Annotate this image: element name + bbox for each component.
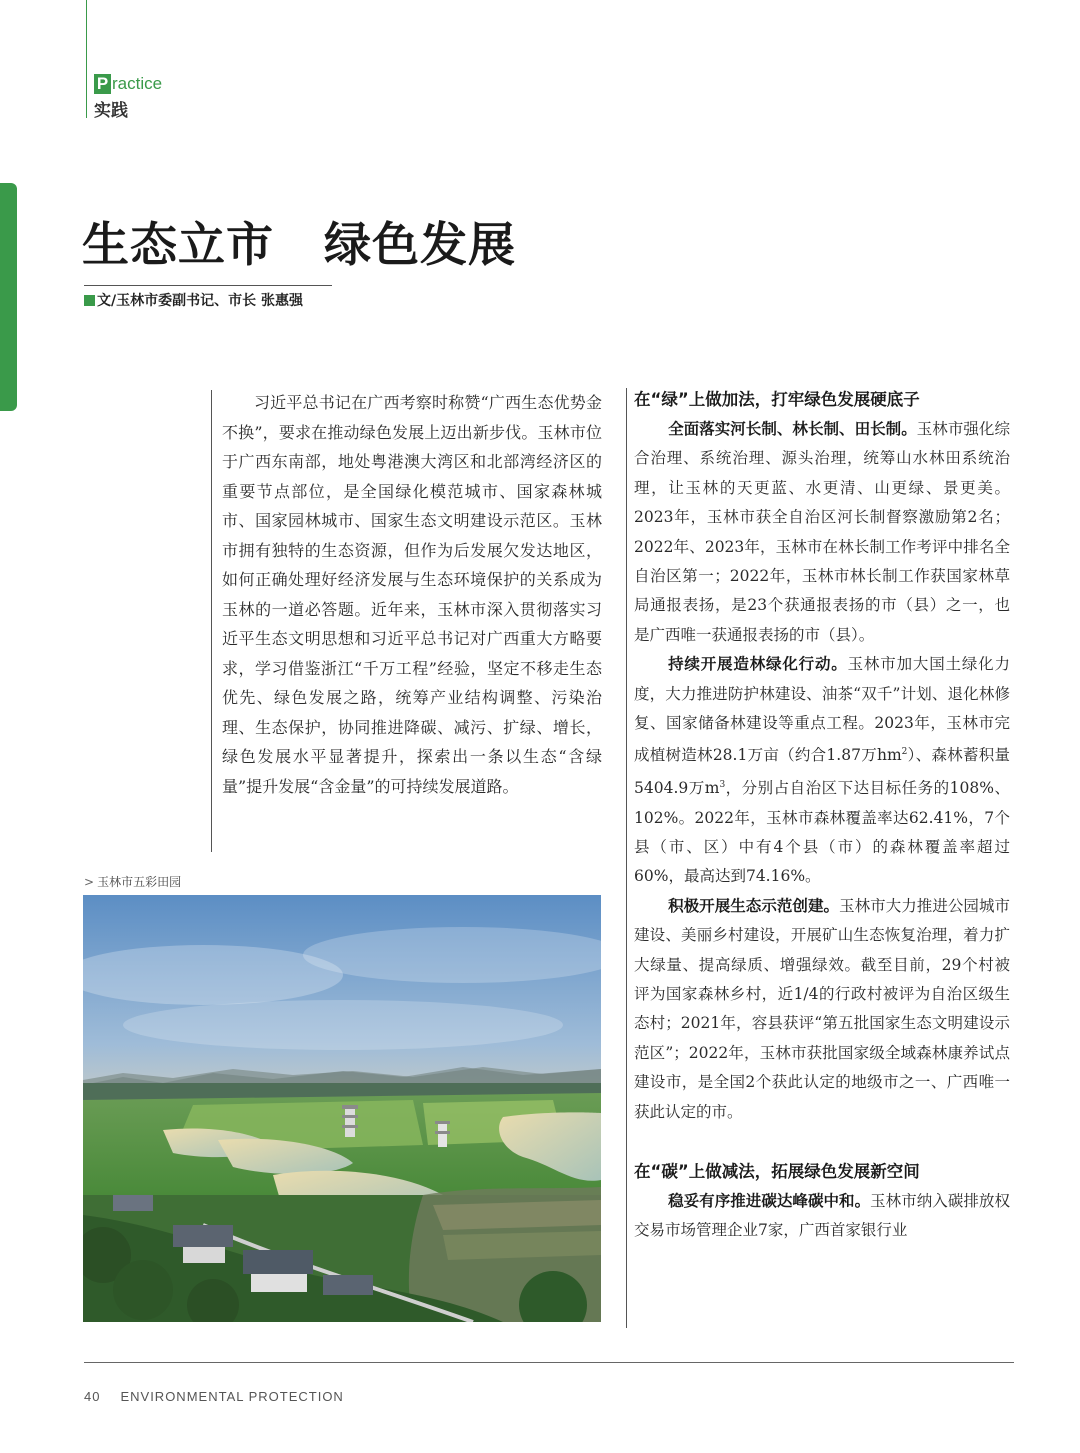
paragraph-carbon-peak bbox=[634, 1187, 1010, 1246]
section-tag bbox=[94, 74, 162, 121]
title-part-1: 生态立市 bbox=[82, 218, 274, 273]
article-title bbox=[82, 208, 516, 275]
magazine-name: ENVIRONMENTAL PROTECTION bbox=[120, 1389, 344, 1404]
title-underline bbox=[84, 285, 332, 286]
section-label-zh: 实践 bbox=[94, 101, 128, 121]
header-vertical-rule bbox=[86, 0, 87, 118]
title-part-2: 绿色发展 bbox=[324, 218, 516, 273]
side-accent-bar bbox=[0, 183, 17, 411]
section-initial-box: P bbox=[94, 74, 111, 94]
byline-square-icon bbox=[84, 295, 95, 306]
paragraph-eco-demonstration bbox=[634, 892, 1010, 1127]
section-label-en bbox=[94, 74, 162, 94]
photo-caption bbox=[84, 873, 181, 890]
byline-text: 文/玉林市委副书记、市长 张惠强 bbox=[97, 293, 303, 309]
lead-paragraph: 习近平总书记在广西考察时称赞“广西生态优势金不换”，要求在推动绿色发展上迈出新步伐。玉林市位于广西东南部，地处粤港澳大湾区和北部湾经济区的重要节点部位，是全国绿化模范城市、国家森林城市、国家园林城市、国家生态文明建设示范区。玉林市拥有独特的生态资源，但作为后发展欠发达地区，如何正确处理好经济发展与生态环境保护的关系成为玉林的一道必答题。近年来，玉林市深入贯彻落实习近平生态文明思想和习近平总书记对广西重大方略要求，学习借鉴浙江“千万工程”经验，坚定不移走生态优先、绿色发展之路，统筹产业结构调整、污染治理、生态保护，协同推进降碳、减污、扩绿、增长，绿色发展水平显著提升，探索出一条以生态“含绿量”提升发展“含金量”的可持续发展道路。 bbox=[222, 393, 602, 796]
photo-caption-text: 玉林市五彩田园 bbox=[97, 875, 182, 889]
paragraph-1-body: 玉林市强化综合治理、系统治理、源头治理，统筹山水林田系统治理，让玉林的天更蓝、水更清、山更绿、景更美。2023年，玉林市获全自治区河长制督察激励第2名；2022年、2023年，玉林市在林长制工作考评中排名全自治区第一；2022年，玉林市林长制工作获国家林草局通报表扬，是23个获通报表扬的市（县）之一，也是广西唯一获通报表扬的市（县）。 bbox=[634, 420, 1010, 644]
section-heading-green: 在“绿”上做加法，打牢绿色发展硬底子 bbox=[634, 390, 920, 409]
section-heading-carbon: 在“碳”上做减法，拓展绿色发展新空间 bbox=[634, 1162, 920, 1182]
paragraph-4-body: 玉林市纳入碳排放权交易市场管理企业7家，广西首家银行业 bbox=[634, 1192, 1010, 1240]
lead-vertical-rule bbox=[211, 390, 212, 852]
paragraph-3-body: 玉林市大力推进公园城市建设、美丽乡村建设，开展矿山生态恢复治理，着力扩大绿量、提高绿质、增强绿效。截至目前，29个村被评为国家森林乡村，近1/4的行政村被评为自治区级生态村；2021年，容县获评“第五批国家生态文明建设示范区”；2022年，玉林市获批国家级全域森林康养试点建设市，是全国2个获此认定的地级市之一、广西唯一获此认定的市。 bbox=[634, 896, 1010, 1121]
paragraph-1-lead: 全面落实河长制、林长制、田长制。 bbox=[668, 420, 917, 438]
footer-rule bbox=[84, 1362, 1014, 1363]
paragraph-3-lead: 积极开展生态示范创建。 bbox=[668, 896, 840, 915]
paragraph-2-body-c: ，分别占自治区下达目标任务的108%、102%。2022年，玉林市森林覆盖率达62.41%，7个县（市、区）中有4个县（市）的森林覆盖率超过60%，最高达到74.16%。 bbox=[634, 779, 1010, 886]
page-footer bbox=[84, 1389, 344, 1404]
section-spacer bbox=[634, 1127, 1010, 1157]
column-2 bbox=[634, 385, 1010, 1246]
paragraph-afforestation bbox=[634, 650, 1010, 892]
column-2-vertical-rule bbox=[626, 388, 627, 1328]
caption-arrow-icon: > bbox=[84, 875, 95, 889]
paragraph-2-body-b: ）、森林蓄积量5404.9万m bbox=[634, 746, 1010, 798]
paragraph-2-sup-2: 3 bbox=[719, 780, 726, 791]
byline bbox=[84, 290, 303, 310]
paragraph-2-lead: 持续开展造林绿化行动。 bbox=[668, 655, 848, 674]
paragraph-4-lead: 稳妥有序推进碳达峰碳中和。 bbox=[668, 1192, 871, 1211]
paragraph-river-forest-field-chief bbox=[634, 415, 1010, 650]
landscape-photo bbox=[83, 895, 601, 1322]
section-label-en-rest: ractice bbox=[112, 74, 163, 93]
paragraph-2-body-a: 玉林市加大国土绿化力度，大力推进防护林建设、油茶“双千”计划、退化林修复、国家储备林建设等重点工程。2023年，玉林市完成植树造林28.1万亩（约合1.87万hm bbox=[634, 655, 1010, 765]
paragraph-2-sup-1: 2 bbox=[901, 747, 908, 758]
page-number: 40 bbox=[84, 1389, 101, 1404]
